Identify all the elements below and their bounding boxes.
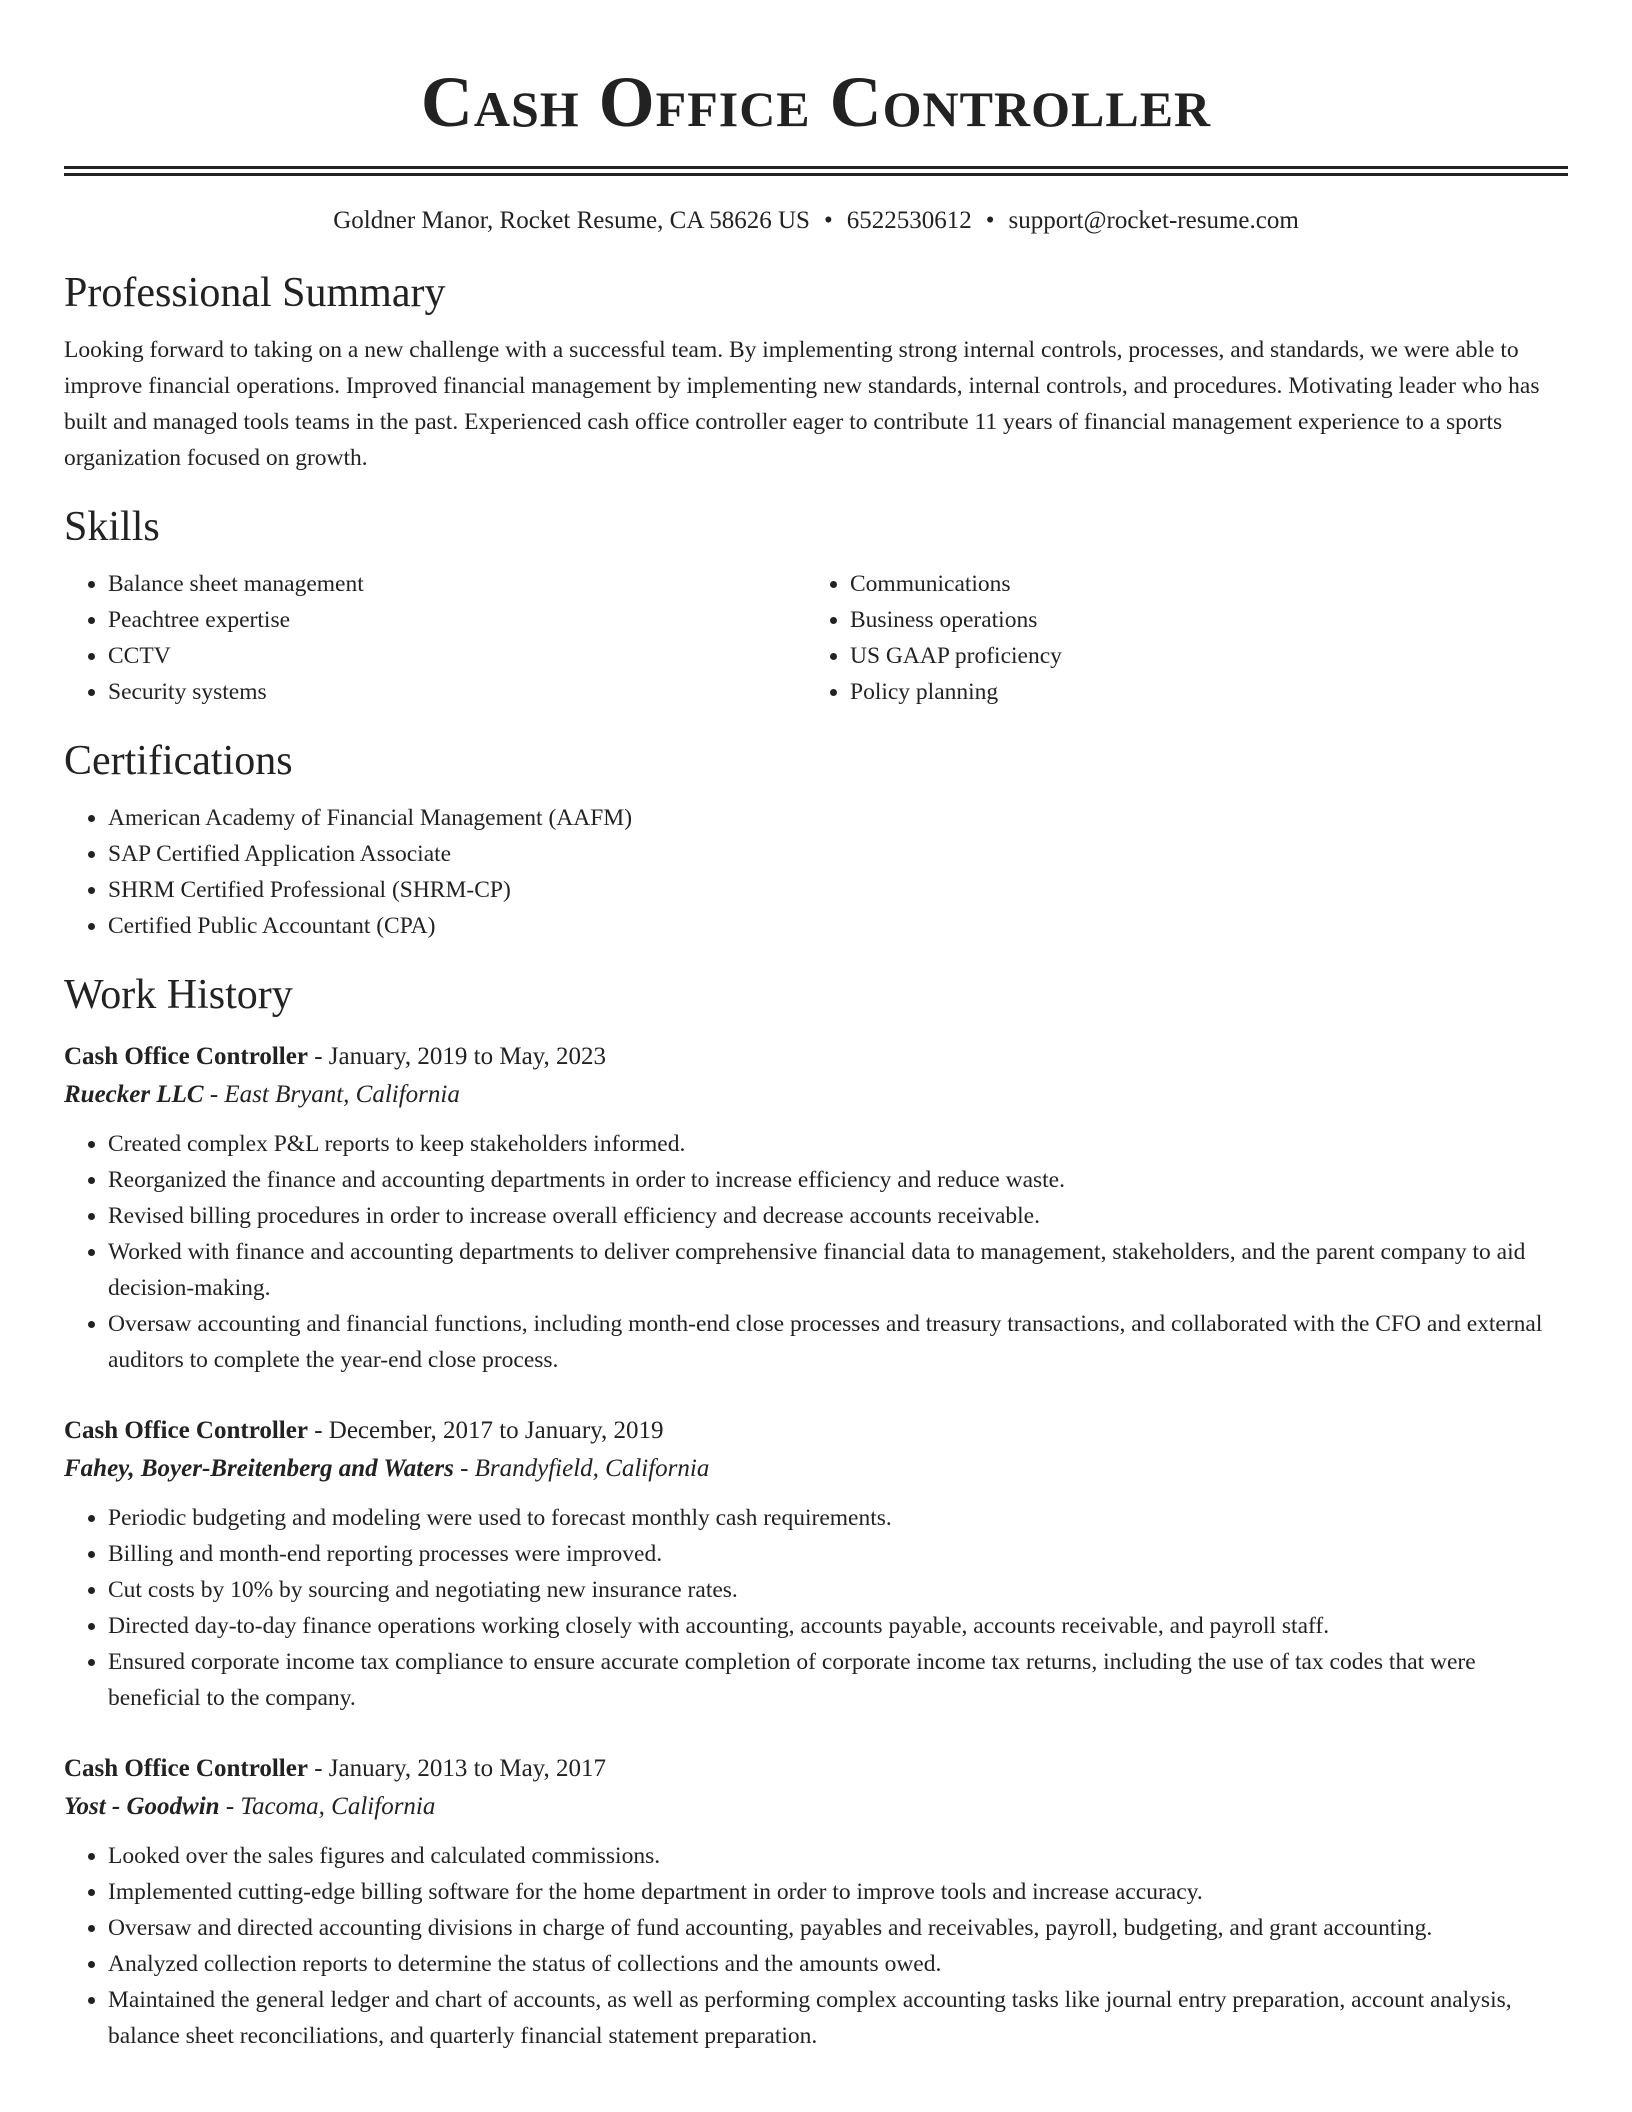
job-entry xyxy=(64,1412,1568,1716)
job-dash: - xyxy=(307,1043,329,1070)
job-bullet: • Reorganized the finance and accounting departments in order to increase efficiency and reduce waste. xyxy=(108,1162,1568,1198)
skills-list-right xyxy=(806,566,1548,710)
job-company: Fahey, Boyer-Breitenberg and Waters xyxy=(64,1455,454,1482)
job-title-line xyxy=(64,1750,1568,1788)
job-dash: - xyxy=(307,1755,329,1782)
job-dates: December, 2017 to January, 2019 xyxy=(328,1417,664,1444)
certification-item: • SHRM Certified Professional (SHRM-CP) xyxy=(108,872,1568,908)
job-title: Cash Office Controller xyxy=(64,1043,308,1070)
job-company-line xyxy=(64,1450,1568,1488)
skill-item: • CCTV xyxy=(108,638,806,674)
summary-heading: Professional Summary xyxy=(64,270,446,316)
job-bullet: • Maintained the general ledger and chart of accounts, as well as performing complex accounting tasks like journal entry preparation, account analysis, balance sheet reconciliations, and quarterly financial statement preparation. xyxy=(108,1982,1568,2054)
job-bullet: • Oversaw and directed accounting divisions in charge of fund accounting, payables and receivables, payroll, budgeting, and grant accounting. xyxy=(108,1910,1568,1946)
job-bullet: • Implemented cutting-edge billing software for the home department in order to improve tools and increase accuracy. xyxy=(108,1874,1568,1910)
job-bullets xyxy=(64,1500,1568,1716)
summary-section xyxy=(64,268,1568,476)
job-bullets xyxy=(64,1838,1568,2054)
skills-heading: Skills xyxy=(64,504,160,550)
contact-phone: 6522530612 xyxy=(846,207,972,234)
resume-title: Cash Office Controller xyxy=(420,62,1212,142)
resume-page xyxy=(64,0,1568,2054)
job-entry xyxy=(64,1038,1568,1378)
job-entry xyxy=(64,1750,1568,2054)
job-bullet: • Oversaw accounting and financial functions, including month-end close processes and treasury transactions, and collaborated with the CFO and external auditors to complete the year-end close process. xyxy=(108,1306,1568,1378)
job-company-line xyxy=(64,1788,1568,1826)
summary-text: Looking forward to taking on a new challenge with a successful team. By implementing strong internal controls, processes, and standards, we were able to improve financial operations. Improved financial management by implementing new standards, internal controls, and procedures. Motivating leader who has built and managed tools teams in the past. Experienced cash office controller eager to contribute 11 years of financial management experience to a sports organization focused on growth. xyxy=(64,337,1540,471)
job-title: Cash Office Controller xyxy=(64,1417,308,1444)
skill-item: • Security systems xyxy=(108,674,806,710)
job-bullet: • Revised billing procedures in order to increase overall efficiency and decrease accounts receivable. xyxy=(108,1198,1568,1234)
skill-item: • Communications xyxy=(850,566,1548,602)
skill-item: • Peachtree expertise xyxy=(108,602,806,638)
skill-item: • Policy planning xyxy=(850,674,1548,710)
job-bullet: • Analyzed collection reports to determine the status of collections and the amounts owed. xyxy=(108,1946,1568,1982)
job-company: Yost - Goodwin xyxy=(64,1793,220,1820)
job-bullet: • Looked over the sales figures and calculated commissions. xyxy=(108,1838,1568,1874)
job-title-line xyxy=(64,1038,1568,1076)
skills-list-left xyxy=(64,566,806,710)
job-location: East Bryant, California xyxy=(224,1081,460,1108)
skills-section xyxy=(64,502,1568,710)
job-company-line xyxy=(64,1076,1568,1114)
job-location: Brandyfield, California xyxy=(474,1455,710,1482)
contact-email: support@rocket-resume.com xyxy=(1008,207,1299,234)
certifications-section xyxy=(64,736,1568,944)
work-history-heading: Work History xyxy=(64,972,293,1018)
skill-item: • Business operations xyxy=(850,602,1548,638)
job-dash: - xyxy=(203,1081,225,1108)
job-dash: - xyxy=(453,1455,475,1482)
job-bullet: • Billing and month-end reporting processes were improved. xyxy=(108,1536,1568,1572)
skills-grid xyxy=(64,566,1568,710)
job-bullet: • Ensured corporate income tax compliance to ensure accurate completion of corporate income tax returns, including the use of tax codes that were beneficial to the company. xyxy=(108,1644,1568,1716)
contact-separator: • xyxy=(985,207,995,234)
skills-column-right xyxy=(806,566,1548,710)
certification-item: • American Academy of Financial Management (AAFM) xyxy=(108,800,1568,836)
title-divider xyxy=(64,166,1568,176)
job-bullet: • Worked with finance and accounting departments to deliver comprehensive financial data to management, stakeholders, and the parent company to aid decision-making. xyxy=(108,1234,1568,1306)
job-bullet: • Periodic budgeting and modeling were used to forecast monthly cash requirements. xyxy=(108,1500,1568,1536)
skills-column-left xyxy=(64,566,806,710)
skill-item: • US GAAP proficiency xyxy=(850,638,1548,674)
skill-item: • Balance sheet management xyxy=(108,566,806,602)
job-dates: January, 2013 to May, 2017 xyxy=(328,1755,607,1782)
job-bullet: • Created complex P&L reports to keep stakeholders informed. xyxy=(108,1126,1568,1162)
contact-separator: • xyxy=(823,207,833,234)
job-company: Ruecker LLC xyxy=(64,1081,204,1108)
certifications-list xyxy=(64,800,1568,944)
job-title-line xyxy=(64,1412,1568,1450)
certification-item: • Certified Public Accountant (CPA) xyxy=(108,908,1568,944)
certification-item: • SAP Certified Application Associate xyxy=(108,836,1568,872)
job-dash: - xyxy=(307,1417,329,1444)
work-history-section xyxy=(64,970,1568,2054)
job-bullets xyxy=(64,1126,1568,1378)
job-bullet: • Directed day-to-day finance operations working closely with accounting, accounts payable, accounts receivable, and payroll staff. xyxy=(108,1608,1568,1644)
job-dash: - xyxy=(219,1793,241,1820)
job-location: Tacoma, California xyxy=(240,1793,436,1820)
job-bullet: • Cut costs by 10% by sourcing and negotiating new insurance rates. xyxy=(108,1572,1568,1608)
job-title: Cash Office Controller xyxy=(64,1755,308,1782)
certifications-heading: Certifications xyxy=(64,738,293,784)
contact-address: Goldner Manor, Rocket Resume, CA 58626 US xyxy=(333,207,810,234)
job-dates: January, 2019 to May, 2023 xyxy=(328,1043,607,1070)
contact-line xyxy=(64,204,1568,238)
